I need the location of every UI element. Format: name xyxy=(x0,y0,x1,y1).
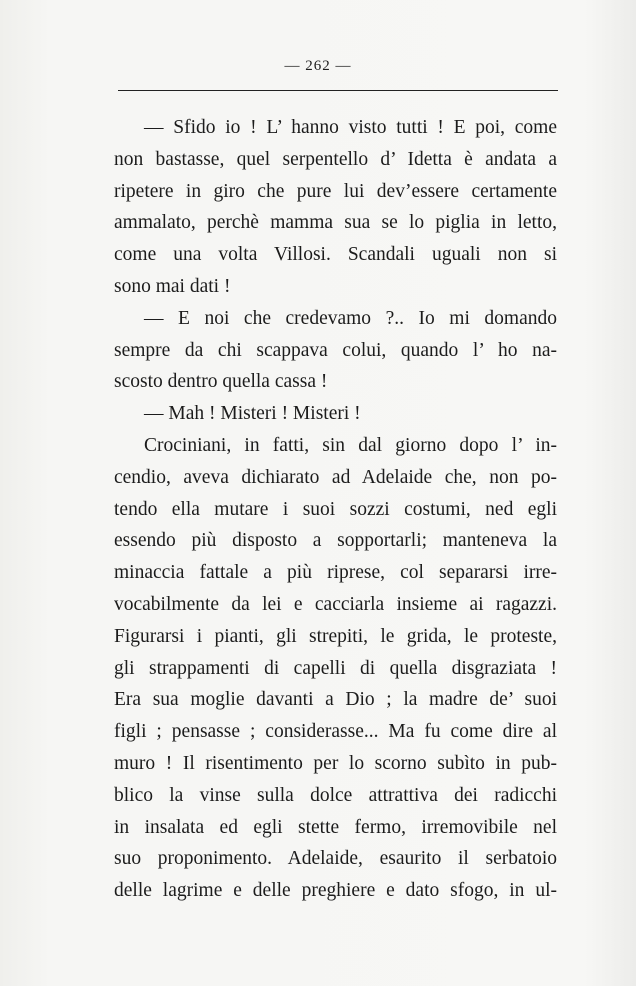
text-line: non bastasse, quel serpentello d’ Idetta è andata a xyxy=(114,148,557,170)
text-line: delle lagrime e delle preghiere e dato sfogo, in ul- xyxy=(114,880,557,902)
text-line: blico la vinse sulla dolce attrattiva dei radicchi xyxy=(114,784,557,806)
text-line: come una volta Villosi. Scandali uguali non si xyxy=(114,244,557,266)
text-line: muro ! Il risentimento per lo scorno subìto in pub- xyxy=(114,752,557,774)
text-line: tendo ella mutare i suoi sozzi costumi, ned egli xyxy=(114,498,557,520)
text-line: in insalata ed egli stette fermo, irremovibile nel xyxy=(114,816,557,838)
body-text xyxy=(114,112,557,907)
text-line: scosto dentro quella cassa ! xyxy=(114,371,328,393)
text-line: ripetere in giro che pure lui dev’essere certamente xyxy=(114,180,557,202)
text-line: — Mah ! Misteri ! Misteri ! xyxy=(144,403,361,425)
text-line: essendo più disposto a sopportarli; manteneva la xyxy=(114,530,557,552)
text-line: — E noi che credevamo ?.. Io mi domando xyxy=(144,307,557,329)
text-line: gli strappamenti di capelli di quella disgraziata ! xyxy=(114,657,557,679)
text-line: suo proponimento. Adelaide, esaurito il serbatoio xyxy=(114,848,557,870)
text-line: minaccia fattale a più riprese, col separarsi irre- xyxy=(114,562,557,584)
text-line: figli ; pensasse ; considerasse... Ma fu come dire al xyxy=(114,721,557,743)
text-line: Crociniani, in fatti, sin dal giorno dopo l’ in- xyxy=(144,434,557,456)
text-line: Era sua moglie davanti a Dio ; la madre de’ suoi xyxy=(114,689,557,711)
text-line: vocabilmente da lei e cacciarla insieme ai ragazzi. xyxy=(114,593,557,615)
text-line: sempre da chi scappava colui, quando l’ ho na- xyxy=(114,339,557,361)
header-rule xyxy=(118,90,558,91)
text-line: sono mai dati ! xyxy=(114,275,231,297)
text-line: Figurarsi i pianti, gli strepiti, le grida, le proteste, xyxy=(114,625,557,647)
text-line: ammalato, perchè mamma sua se lo piglia in letto, xyxy=(114,212,557,234)
text-line: — Sfido io ! L’ hanno visto tutti ! E poi, come xyxy=(144,117,557,138)
page-number: — 262 — xyxy=(284,58,352,74)
text-line: cendio, aveva dichiarato ad Adelaide che, non po- xyxy=(114,466,557,488)
